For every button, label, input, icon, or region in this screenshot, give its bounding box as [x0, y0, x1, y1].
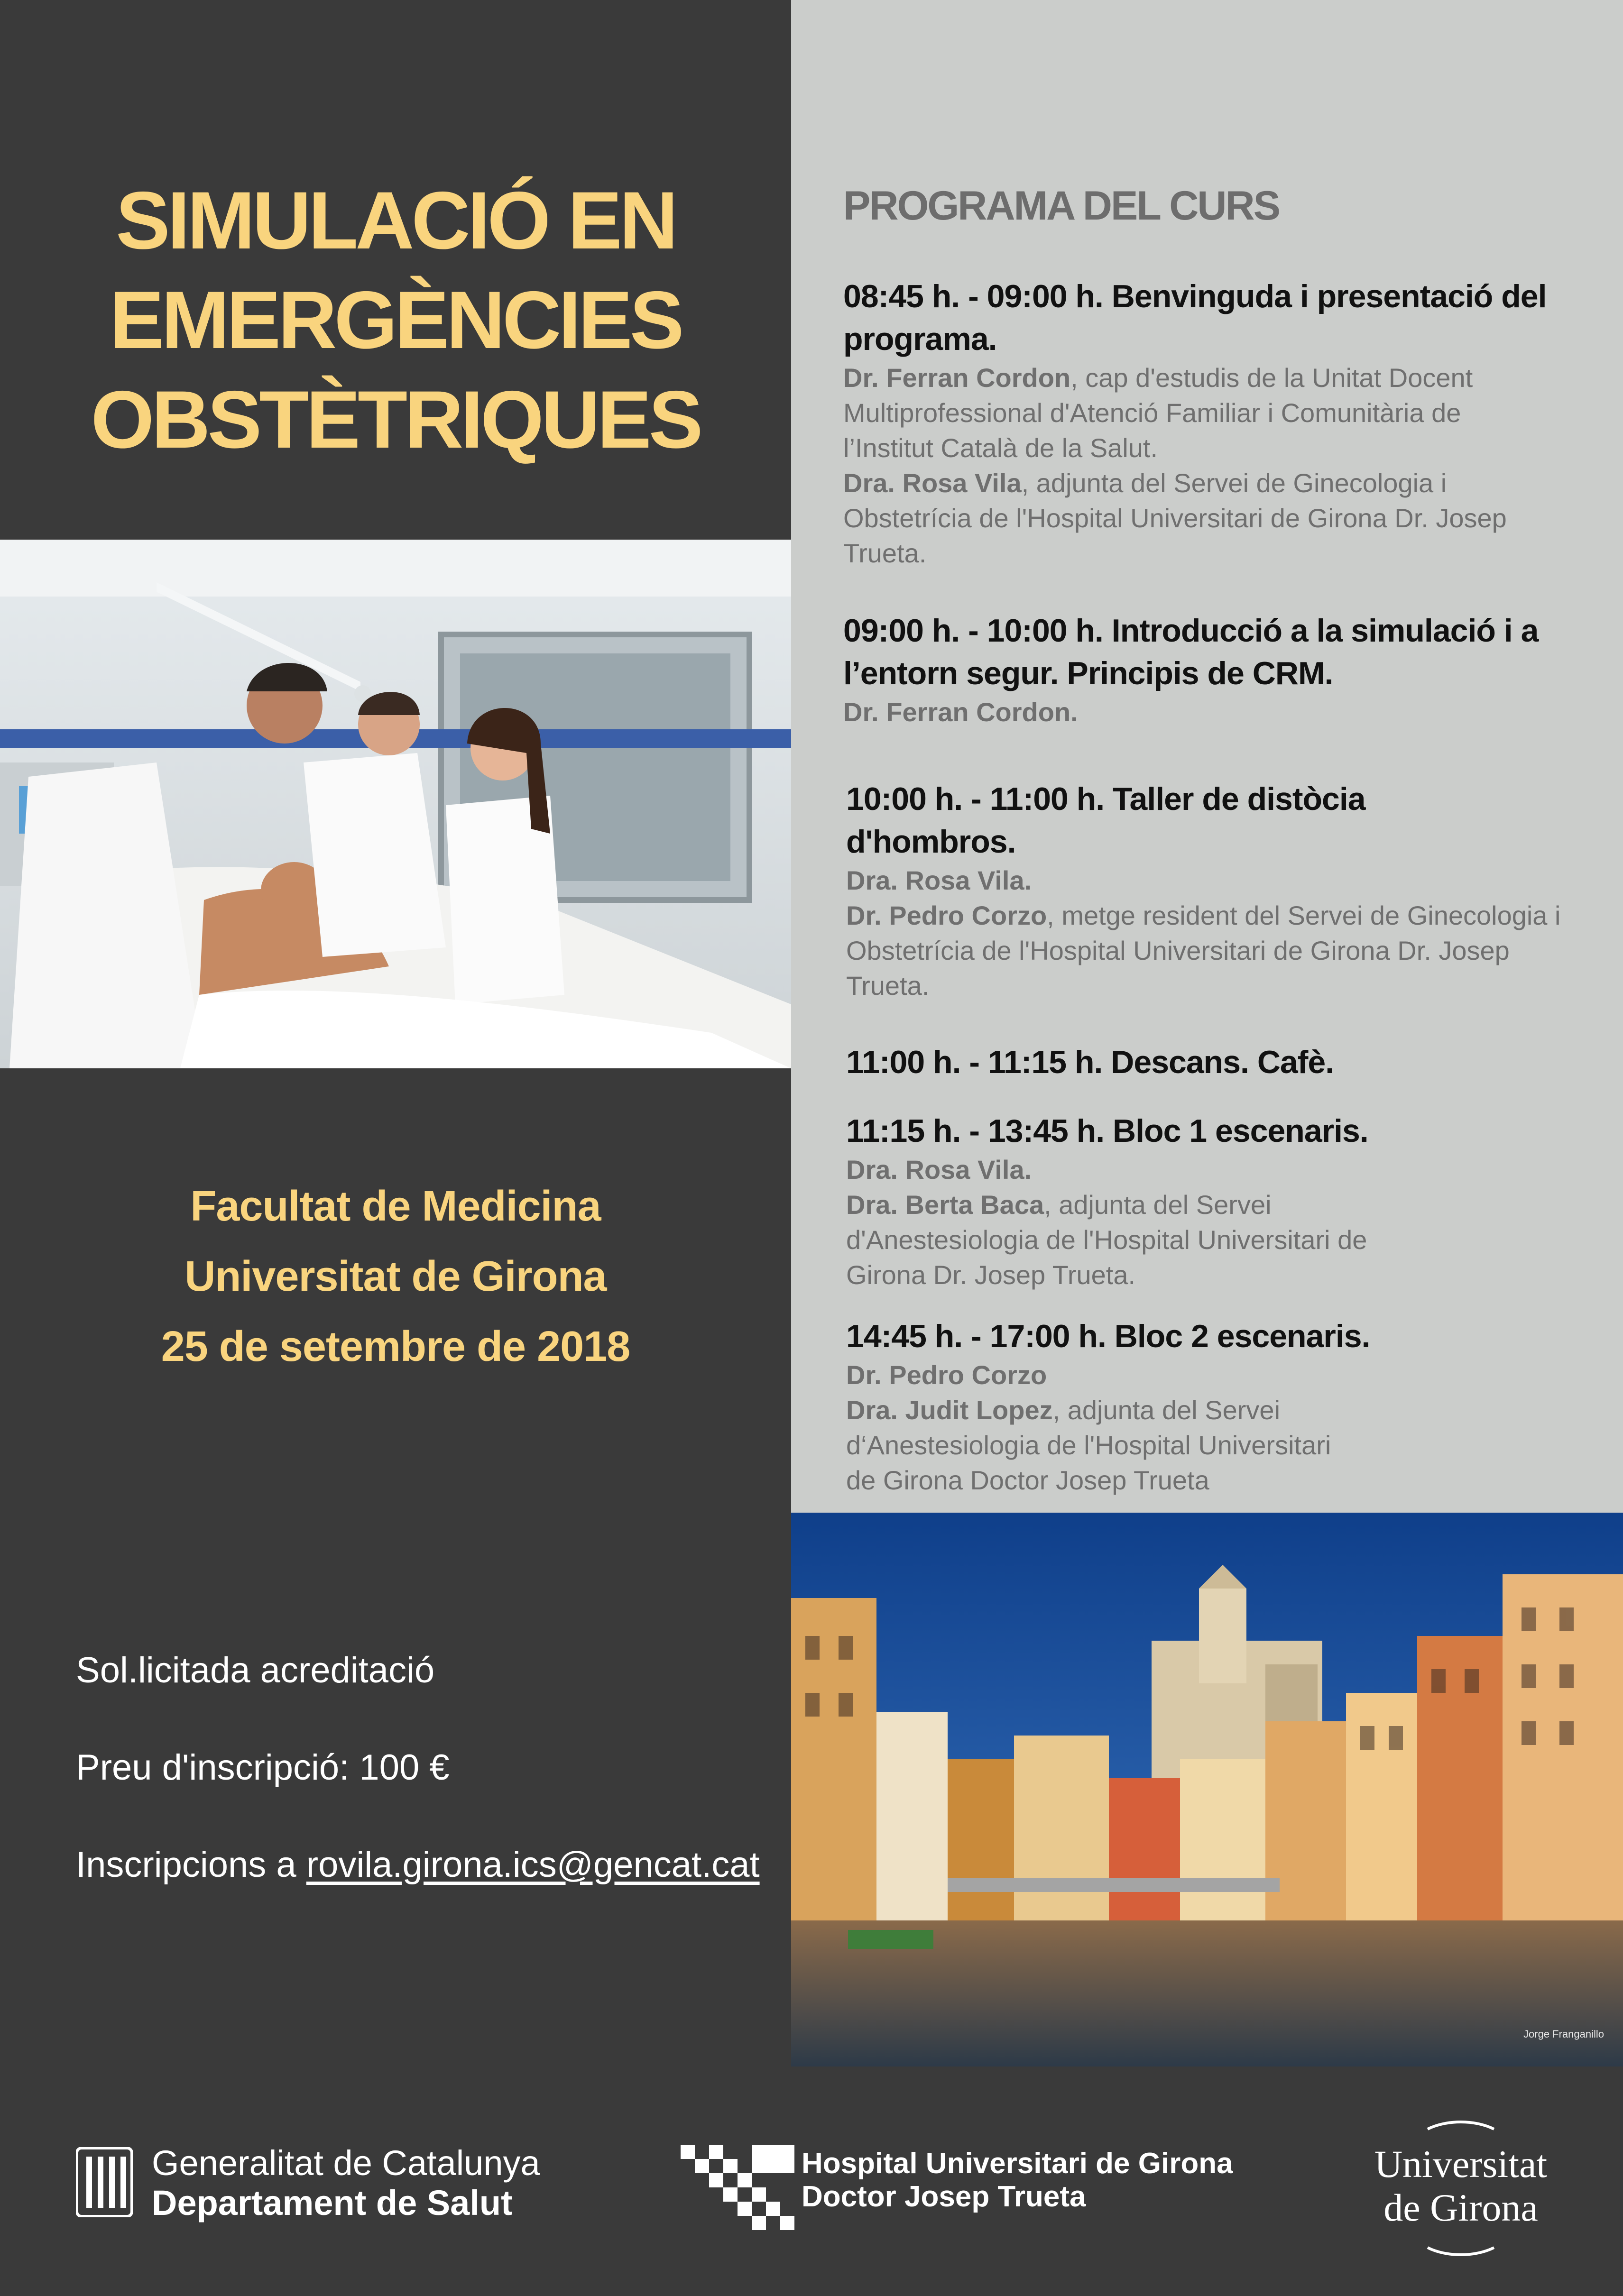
- speaker-line: [843, 695, 1583, 730]
- speaker-role: Multiprofessional d'Atenció Familiar i Comunitària de: [843, 398, 1461, 428]
- session-speakers: [846, 1152, 1586, 1293]
- session-heading: [846, 1110, 1586, 1152]
- speaker-name: Dra. Judit Lopez: [846, 1395, 1053, 1425]
- session-speakers: [843, 360, 1583, 571]
- session-heading-line: 08:45 h. - 09:00 h. Benvinguda i presentació del: [843, 278, 1547, 314]
- program-panel: [791, 0, 1623, 1513]
- hospital-name: Hospital Universitari de Girona: [802, 2147, 1233, 2180]
- speaker-line: [846, 1152, 1586, 1187]
- course-title: [0, 171, 791, 469]
- session-heading: [846, 778, 1586, 863]
- speaker-line: [846, 863, 1586, 898]
- udg-name-line1: Universitat: [1374, 2142, 1548, 2186]
- session-heading-line: d'hombros.: [846, 824, 1016, 860]
- session-heading-line: 10:00 h. - 11:00 h. Taller de distòcia: [846, 781, 1365, 817]
- speaker-role: Obstetrícia de l'Hospital Universitari de Girona Dr. Josep: [843, 503, 1507, 533]
- program-session: [843, 275, 1583, 571]
- speaker-role: , metge resident del Servei de Ginecologia i: [1047, 900, 1561, 930]
- title-line-1: SIMULACIÓ EN: [116, 175, 675, 266]
- venue-university: Universitat de Girona: [184, 1253, 607, 1300]
- hospital-checker-icon: [681, 2145, 799, 2240]
- session-speakers: [846, 1358, 1586, 1498]
- session-heading: [843, 609, 1583, 695]
- session-heading-line: 11:00 h. - 11:15 h. Descans. Cafè.: [846, 1044, 1334, 1080]
- footer-logos: [0, 2066, 1623, 2296]
- session-speakers: [846, 863, 1586, 1003]
- speaker-line: [846, 1393, 1586, 1428]
- session-speakers: [843, 695, 1583, 730]
- inscriptions-label: Inscripcions a: [76, 1845, 306, 1885]
- venue-faculty: Facultat de Medicina: [190, 1183, 601, 1230]
- speaker-role: , adjunta del Servei: [1044, 1190, 1272, 1220]
- session-heading-line: 11:15 h. - 13:45 h. Bloc 1 escenaris.: [846, 1113, 1368, 1149]
- venue-block: [0, 1171, 791, 1382]
- program-session: [846, 1041, 1586, 1084]
- session-heading-line: l’entorn segur. Principis de CRM.: [843, 655, 1333, 691]
- session-heading: [846, 1041, 1586, 1084]
- accreditation-text: Sol.licitada acreditació: [76, 1650, 435, 1690]
- session-heading: [846, 1315, 1586, 1358]
- session-heading-line: 14:45 h. - 17:00 h. Bloc 2 escenaris.: [846, 1318, 1370, 1354]
- program-session: [843, 609, 1583, 730]
- price-text: Preu d'inscripció: 100 €: [76, 1747, 450, 1788]
- speaker-role: , adjunta del Servei de Ginecologia i: [1021, 468, 1447, 498]
- speaker-role: de Girona Doctor Josep Trueta: [846, 1465, 1209, 1495]
- speaker-name: Dra. Rosa Vila.: [846, 865, 1032, 895]
- speaker-name: Dr. Ferran Cordon.: [843, 697, 1078, 727]
- speaker-line: [846, 1187, 1586, 1222]
- program-session: [846, 778, 1586, 1003]
- speaker-name: Dr. Pedro Corzo: [846, 1360, 1047, 1390]
- hospital-subtitle: Doctor Josep Trueta: [802, 2180, 1086, 2213]
- inscriptions-line: [76, 1847, 760, 1883]
- speaker-role: d'Anestesiologia de l'Hospital Universitari de: [846, 1225, 1367, 1255]
- speaker-line: [846, 1358, 1586, 1393]
- speaker-role: d‘Anestesiologia de l'Hospital Universitari: [846, 1430, 1331, 1460]
- speaker-line: [843, 360, 1583, 395]
- program-title: PROGRAMA DEL CURS: [843, 183, 1279, 229]
- session-heading-line: programa.: [843, 321, 997, 357]
- title-line-2: EMERGÈNCIES: [110, 275, 682, 366]
- speaker-role: , adjunta del Servei: [1052, 1395, 1281, 1425]
- speaker-name: Dra. Rosa Vila.: [846, 1155, 1032, 1185]
- speaker-role: Trueta.: [843, 538, 927, 568]
- speaker-role: Girona Dr. Josep Trueta.: [846, 1260, 1136, 1290]
- speaker-line: [843, 466, 1583, 501]
- medical-simulation-photo: [0, 540, 791, 1068]
- photo-credit: Jorge Franganillo: [1523, 2028, 1604, 2040]
- program-session: [846, 1110, 1586, 1293]
- speaker-role: Obstetrícia de l'Hospital Universitari de Girona Dr. Josep: [846, 936, 1510, 965]
- speaker-line: [846, 898, 1586, 933]
- generalitat-name: Generalitat de Catalunya: [152, 2143, 540, 2183]
- title-line-3: OBSTÈTRIQUES: [91, 374, 701, 465]
- speaker-role: , cap d'estudis de la Unitat Docent: [1070, 363, 1473, 393]
- department-name: Departament de Salut: [152, 2183, 513, 2223]
- generalitat-emblem-icon: [76, 2147, 133, 2217]
- email-link[interactable]: rovila.girona.ics@gencat.cat: [306, 1845, 760, 1885]
- speaker-role: Trueta.: [846, 971, 930, 1001]
- session-heading: [843, 275, 1583, 360]
- speaker-name: Dra. Rosa Vila: [843, 468, 1022, 498]
- udg-logo: [1361, 2120, 1560, 2257]
- venue-date: 25 de setembre de 2018: [161, 1323, 630, 1370]
- speaker-name: Dr. Pedro Corzo: [846, 900, 1047, 930]
- speaker-name: Dr. Ferran Cordon: [843, 363, 1071, 393]
- program-session: [846, 1315, 1586, 1498]
- speaker-role: l’Institut Català de la Salut.: [843, 433, 1158, 463]
- speaker-name: Dra. Berta Baca: [846, 1190, 1044, 1220]
- session-heading-line: 09:00 h. - 10:00 h. Introducció a la simulació i a: [843, 613, 1539, 649]
- girona-river-photo: [791, 1513, 1623, 2066]
- udg-name-line2: de Girona: [1383, 2186, 1538, 2229]
